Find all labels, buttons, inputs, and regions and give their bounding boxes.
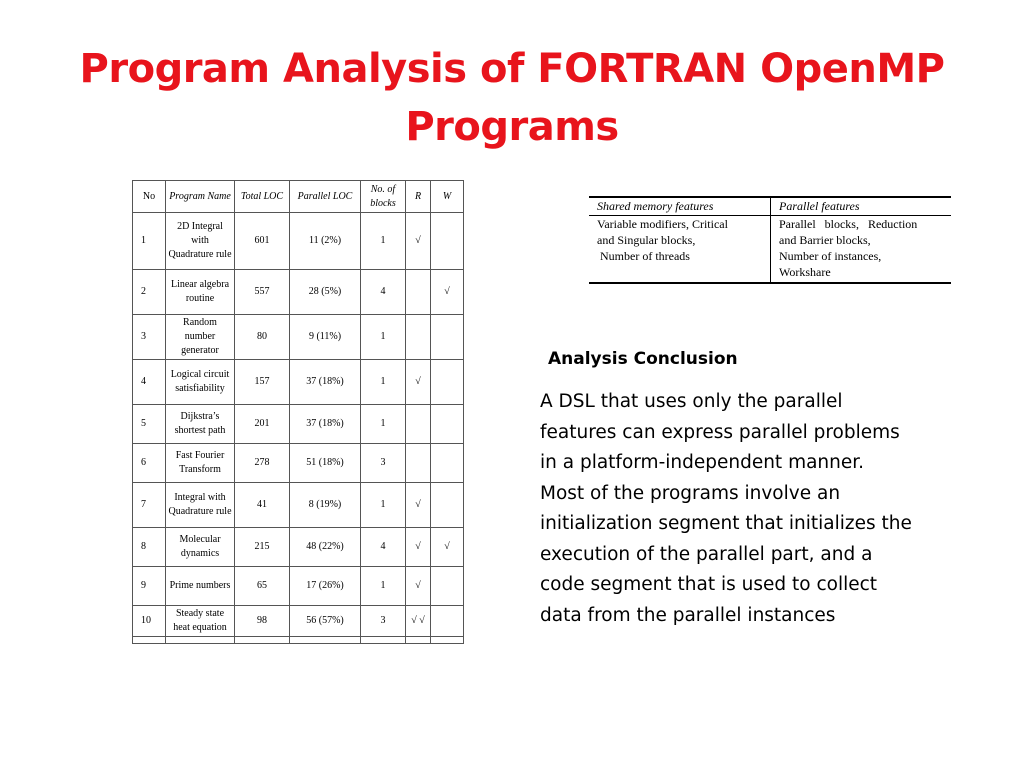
- row-no-of-blocks: 3: [361, 444, 406, 483]
- table-row: [133, 270, 464, 315]
- header-program-name: Program Name: [166, 181, 235, 213]
- row-parallel-loc: 51 (18%): [290, 444, 361, 483]
- row-w-mark: [431, 213, 464, 270]
- row-program-name: Integral with Quadrature rule: [166, 483, 235, 528]
- row-w-mark: [431, 405, 464, 444]
- program-table-header: [133, 181, 464, 213]
- conclusion-line: data from the parallel instances: [540, 604, 836, 626]
- conclusion-line: initialization segment that initializes the: [540, 513, 912, 534]
- row-parallel-loc: 8 (19%): [290, 483, 361, 528]
- row-no-of-blocks: 1: [361, 483, 406, 528]
- header-no: No: [133, 181, 166, 213]
- row-program-name: Dijkstra’s shortest path: [166, 405, 235, 444]
- row-no-of-blocks: 1: [361, 213, 406, 270]
- row-no: 9: [133, 567, 166, 606]
- row-r-mark: [406, 270, 431, 315]
- row-w-mark: √: [431, 528, 464, 567]
- row-total-loc: 80: [235, 315, 290, 360]
- table-row: [133, 528, 464, 567]
- shared-memory-features-cell: [589, 216, 771, 284]
- row-r-mark: [406, 405, 431, 444]
- parallel-features-cell: [771, 216, 952, 284]
- table-tail-cell: [431, 637, 464, 644]
- table-tail-cell: [406, 637, 431, 644]
- row-parallel-loc: 28 (5%): [290, 270, 361, 315]
- shared-line: Number of threads: [597, 249, 690, 263]
- table-row: [133, 213, 464, 270]
- parallel-line: Parallel blocks, Reduction: [779, 217, 918, 231]
- conclusion-line: code segment that is used to collect: [540, 574, 878, 595]
- row-total-loc: 201: [235, 405, 290, 444]
- header-r: R: [406, 181, 431, 213]
- features-table: [589, 196, 951, 284]
- row-no-of-blocks: 1: [361, 360, 406, 405]
- row-w-mark: [431, 483, 464, 528]
- header-no-of-blocks: No. of blocks: [361, 181, 406, 213]
- program-table: [132, 180, 464, 644]
- row-r-mark: √: [406, 528, 431, 567]
- table-tail-cell: [361, 637, 406, 644]
- row-parallel-loc: 11 (2%): [290, 213, 361, 270]
- row-w-mark: [431, 360, 464, 405]
- row-total-loc: 601: [235, 213, 290, 270]
- table-row: [133, 567, 464, 606]
- table-tail-row: [133, 637, 464, 644]
- row-r-mark: [406, 444, 431, 483]
- row-no-of-blocks: 3: [361, 606, 406, 637]
- row-program-name: Logical circuit satisfiability: [166, 360, 235, 405]
- row-w-mark: [431, 444, 464, 483]
- table-tail-cell: [166, 637, 235, 644]
- header-parallel-features: Parallel features: [771, 197, 952, 216]
- row-program-name: Fast Fourier Transform: [166, 444, 235, 483]
- row-no: 4: [133, 360, 166, 405]
- row-parallel-loc: 17 (26%): [290, 567, 361, 606]
- conclusion-line: A DSL that uses only the parallel: [540, 391, 843, 412]
- row-total-loc: 278: [235, 444, 290, 483]
- header-shared-memory-features: Shared memory features: [589, 197, 771, 216]
- row-total-loc: 157: [235, 360, 290, 405]
- row-w-mark: [431, 606, 464, 637]
- parallel-line: Workshare: [779, 265, 831, 279]
- row-no-of-blocks: 1: [361, 405, 406, 444]
- table-tail-cell: [235, 637, 290, 644]
- row-program-name: Random number generator: [166, 315, 235, 360]
- row-parallel-loc: 56 (57%): [290, 606, 361, 637]
- row-r-mark: √ √: [406, 606, 431, 637]
- row-w-mark: [431, 315, 464, 360]
- header-total-loc: Total LOC: [235, 181, 290, 213]
- parallel-line: and Barrier blocks,: [779, 233, 871, 247]
- row-r-mark: √: [406, 483, 431, 528]
- row-w-mark: √: [431, 270, 464, 315]
- row-no: 8: [133, 528, 166, 567]
- row-w-mark: [431, 567, 464, 606]
- header-w: W: [431, 181, 464, 213]
- row-program-name: Linear algebra routine: [166, 270, 235, 315]
- shared-line: Variable modifiers, Critical: [597, 217, 728, 231]
- row-total-loc: 557: [235, 270, 290, 315]
- row-r-mark: [406, 315, 431, 360]
- conclusion-line: in a platform-independent manner.: [540, 452, 865, 473]
- conclusion-line: execution of the parallel part, and a: [540, 543, 873, 565]
- row-no: 7: [133, 483, 166, 528]
- row-parallel-loc: 37 (18%): [290, 360, 361, 405]
- conclusion-line: features can express parallel problems: [540, 421, 900, 443]
- row-no: 2: [133, 270, 166, 315]
- row-no: 1: [133, 213, 166, 270]
- parallel-line: Number of instances,: [779, 249, 882, 263]
- table-row: [133, 315, 464, 360]
- table-row: [133, 360, 464, 405]
- row-r-mark: √: [406, 213, 431, 270]
- conclusion-body: [540, 387, 970, 631]
- row-no-of-blocks: 1: [361, 315, 406, 360]
- table-row: [133, 405, 464, 444]
- conclusion-line: Most of the programs involve an: [540, 482, 841, 504]
- row-r-mark: √: [406, 567, 431, 606]
- row-r-mark: √: [406, 360, 431, 405]
- row-program-name: Steady state heat equation: [166, 606, 235, 637]
- table-row: [133, 606, 464, 637]
- table-tail-cell: [133, 637, 166, 644]
- table-row: [133, 483, 464, 528]
- table-tail-cell: [290, 637, 361, 644]
- row-no-of-blocks: 1: [361, 567, 406, 606]
- row-parallel-loc: 9 (11%): [290, 315, 361, 360]
- row-no: 6: [133, 444, 166, 483]
- row-parallel-loc: 37 (18%): [290, 405, 361, 444]
- row-total-loc: 41: [235, 483, 290, 528]
- row-no: 10: [133, 606, 166, 637]
- table-row: [133, 444, 464, 483]
- slide-title: Program Analysis of FORTRAN OpenMP Programs: [79, 46, 945, 150]
- row-program-name: Molecular dynamics: [166, 528, 235, 567]
- shared-line: and Singular blocks,: [597, 233, 696, 247]
- row-total-loc: 215: [235, 528, 290, 567]
- row-no: 5: [133, 405, 166, 444]
- row-no-of-blocks: 4: [361, 270, 406, 315]
- row-program-name: 2D Integral with Quadrature rule: [166, 213, 235, 270]
- conclusion-heading: Analysis Conclusion: [548, 349, 738, 369]
- row-program-name: Prime numbers: [166, 567, 235, 606]
- row-no: 3: [133, 315, 166, 360]
- row-parallel-loc: 48 (22%): [290, 528, 361, 567]
- row-no-of-blocks: 4: [361, 528, 406, 567]
- header-parallel-loc: Parallel LOC: [290, 181, 361, 213]
- row-total-loc: 65: [235, 567, 290, 606]
- row-total-loc: 98: [235, 606, 290, 637]
